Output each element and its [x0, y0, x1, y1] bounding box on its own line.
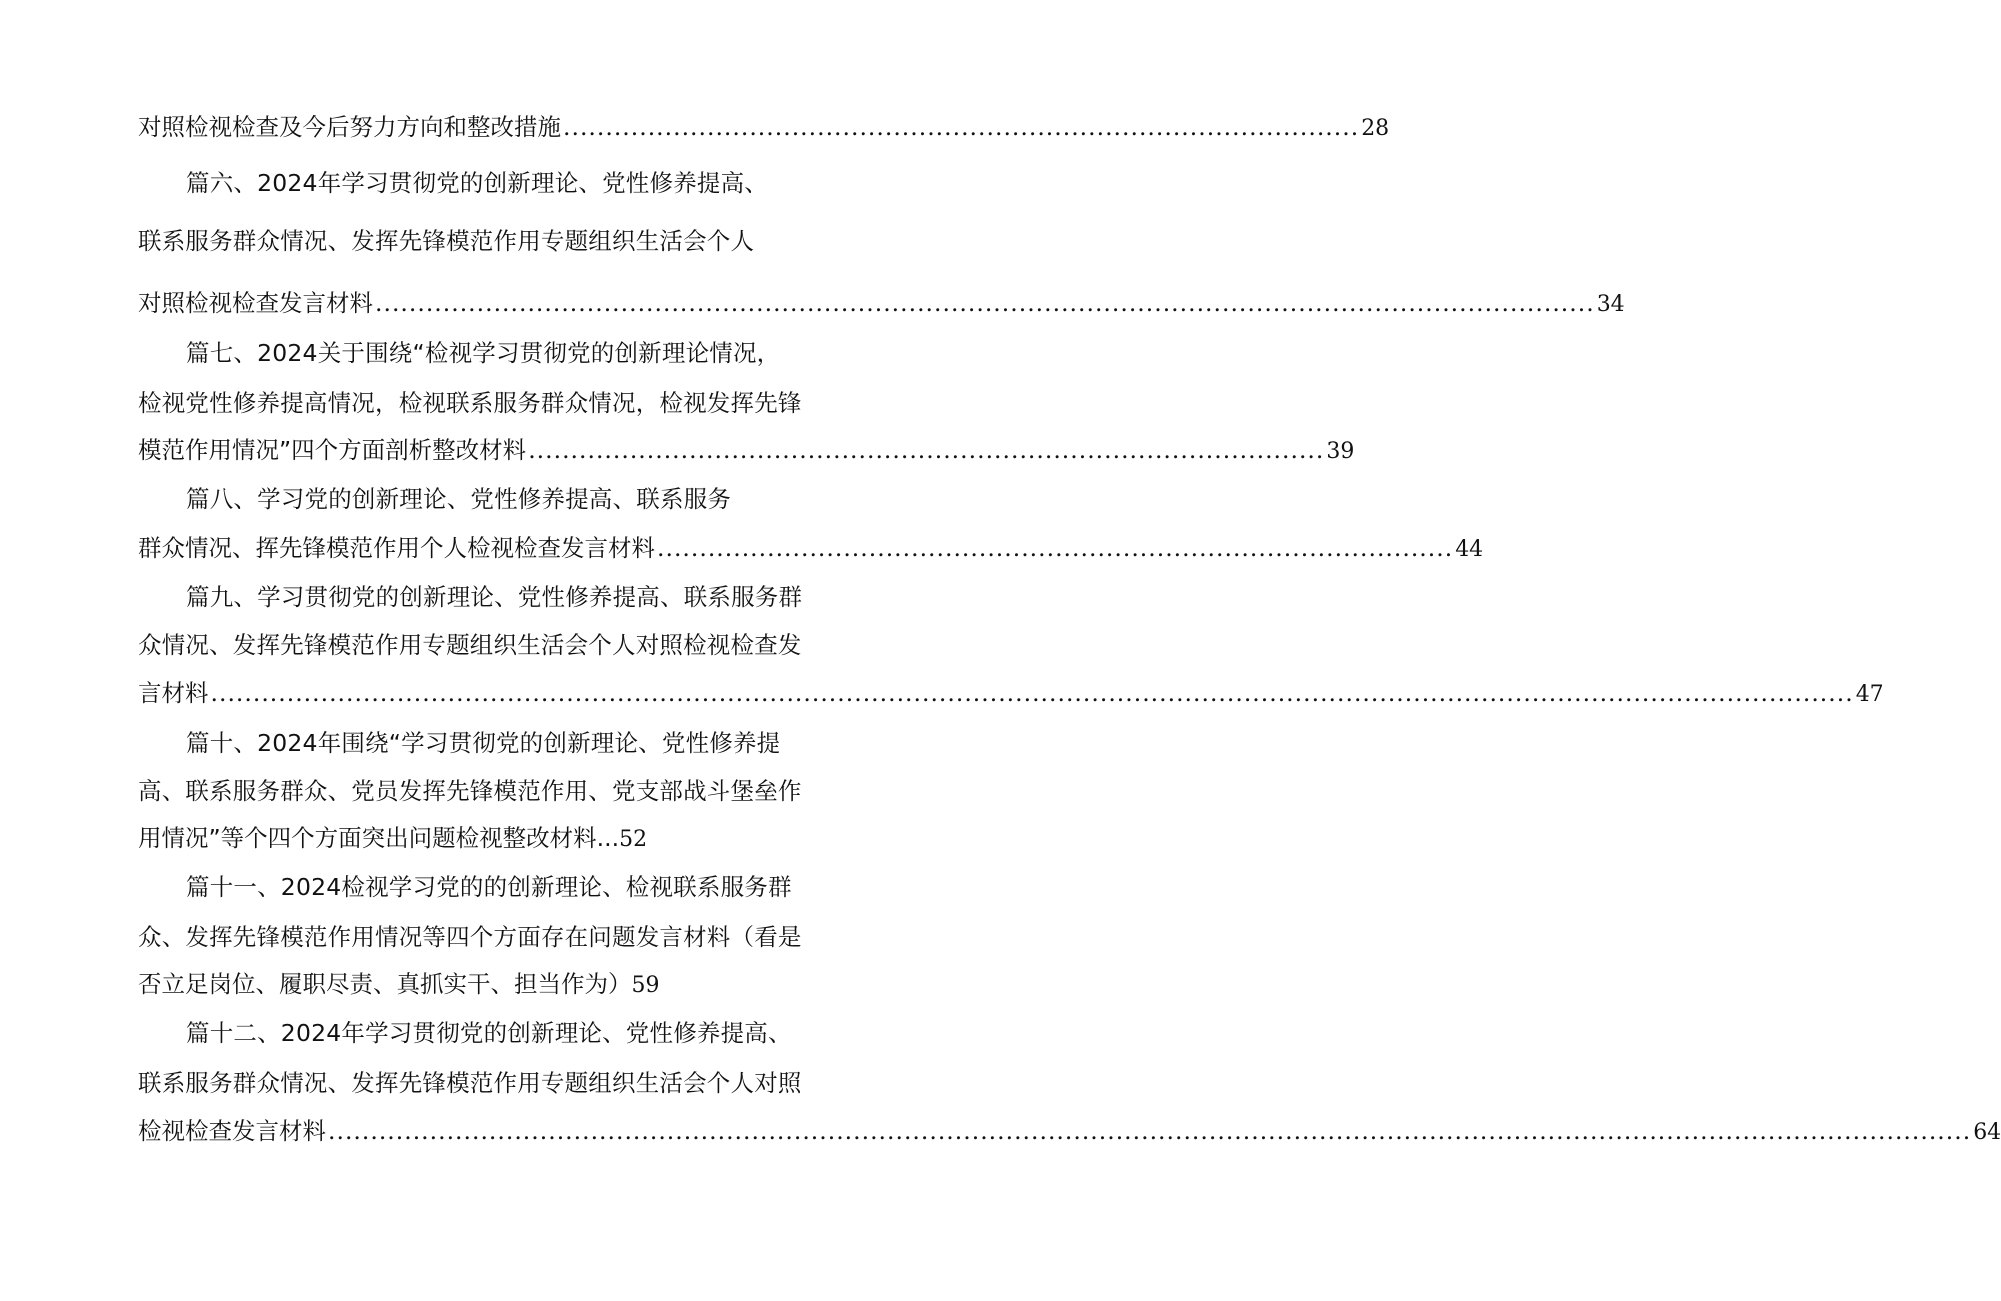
toc-page-number: 44 — [1455, 537, 1484, 562]
toc-page-number: 28 — [1361, 116, 1390, 141]
toc-entry-line[interactable]: 联系服务群众情况、发挥先锋模范作用专题组织生活会个人对照 — [138, 1069, 802, 1097]
toc-entry-line[interactable]: 篇六、2024年学习贯彻党的创新理论、党性修养提高、 — [186, 169, 769, 197]
toc-entry-line[interactable]: 篇十一、2024检视学习党的的创新理论、检视联系服务群 — [186, 873, 792, 901]
toc-entry-line[interactable]: 众情况、发挥先锋模范作用专题组织生活会个人对照检视检查发 — [138, 631, 802, 659]
toc-page-number: 59 — [631, 973, 660, 998]
toc-page-number: 52 — [619, 827, 648, 852]
toc-entry-line[interactable]: 检视党性修养提高情况，检视联系服务群众情况，检视发挥先锋 — [138, 389, 802, 417]
toc-entry-line[interactable]: 高、联系服务群众、党员发挥先锋模范作用、党支部战斗堡垒作 — [138, 777, 802, 805]
toc-entry-last-line[interactable] — [138, 435, 1355, 467]
toc-entry-line[interactable]: 篇十、2024年围绕“学习贯彻党的创新理论、党性修养提 — [186, 729, 781, 757]
toc-leader-dots: .................................................................................................................................................................................................. — [210, 679, 1854, 707]
toc-entry-last-line[interactable] — [138, 112, 1390, 144]
toc-entry-line[interactable]: 篇十二、2024年学习贯彻党的创新理论、党性修养提高、 — [186, 1019, 792, 1047]
toc-entry-text: 模范作用情况”四个方面剖析整改材料 — [138, 436, 527, 464]
toc-page-number: 64 — [1973, 1120, 2001, 1145]
toc-leader-dots: ................................................................................................................................................ — [375, 289, 1595, 317]
toc-entry-text: 群众情况、挥先锋模范作用个人检视检查发言材料 — [138, 534, 655, 562]
toc-entry-last-line[interactable] — [138, 1116, 2001, 1148]
toc-entry-text: 否立足岗位、履职尽责、真抓实干、担当作为） — [138, 970, 632, 998]
toc-leader-dots: .............................................................................................. — [563, 113, 1360, 141]
toc-entry-line[interactable]: 众、发挥先锋模范作用情况等四个方面存在问题发言材料（看是 — [138, 923, 802, 951]
toc-entry-last-line[interactable] — [138, 678, 1884, 710]
toc-entry-line[interactable]: 篇九、学习贯彻党的创新理论、党性修养提高、联系服务群 — [186, 583, 803, 611]
toc-entry-text: 对照检视检查及今后努力方向和整改措施 — [138, 113, 561, 141]
toc-page-number: 34 — [1596, 292, 1625, 317]
toc-entry-last-line[interactable] — [138, 969, 660, 1001]
toc-entry-line[interactable]: 篇八、学习党的创新理论、党性修养提高、联系服务 — [186, 485, 732, 513]
toc-entry-text: 检视检查发言材料 — [138, 1117, 326, 1145]
toc-page-number: 39 — [1326, 439, 1355, 464]
toc-entry-last-line[interactable] — [138, 288, 1625, 320]
toc-leader-dots: .................................................................................................................................................................................................. — [328, 1117, 1972, 1145]
toc-entry-line[interactable]: 联系服务群众情况、发挥先锋模范作用专题组织生活会个人 — [138, 227, 755, 255]
toc-entry-text: 用情况”等个四个方面突出问题检视整改材料... — [138, 824, 620, 852]
toc-entry-text: 言材料 — [138, 679, 209, 707]
toc-page-number: 47 — [1855, 682, 1884, 707]
toc-leader-dots: .............................................................................................. — [657, 534, 1454, 562]
toc-entry-line[interactable]: 篇七、2024关于围绕“检视学习贯彻党的创新理论情况， — [186, 339, 781, 367]
toc-entry-last-line[interactable] — [138, 533, 1484, 565]
toc-leader-dots: .............................................................................................. — [528, 436, 1325, 464]
toc-entry-last-line[interactable] — [138, 823, 647, 855]
toc-entry-text: 对照检视检查发言材料 — [138, 289, 373, 317]
